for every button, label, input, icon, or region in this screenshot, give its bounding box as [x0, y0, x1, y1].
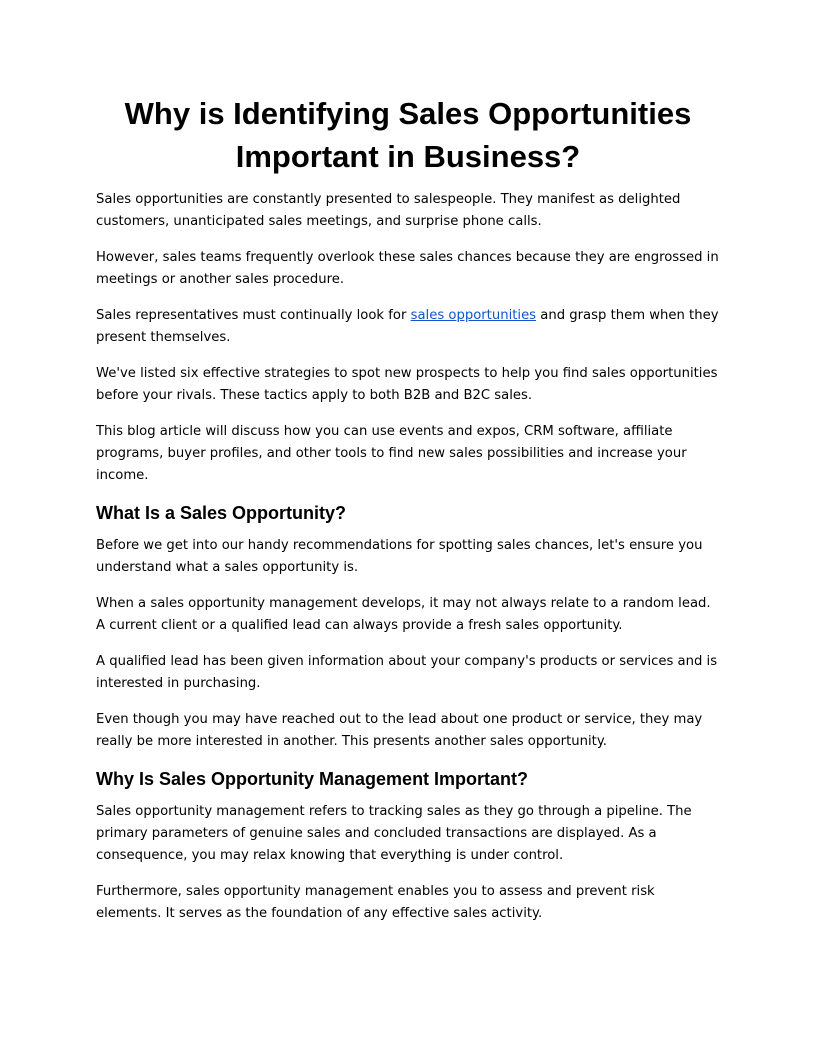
intro-paragraph-1: Sales opportunities are constantly presented to salespeople. They manifest as delighted customers, unanticipated sales meetings, and surprise phone calls.: [96, 192, 681, 229]
section1-paragraph-3: A qualified lead has been given information about your company's products or services and is interested in purchasing.: [96, 654, 718, 691]
intro-paragraph-2: However, sales teams frequently overlook these sales chances because they are engrossed in meetings or another sales procedure.: [96, 250, 719, 287]
intro-paragraph-3: [96, 305, 720, 349]
section-heading-why-sales-opportunity-management: Why Is Sales Opportunity Management Important?: [96, 769, 529, 789]
intro-paragraph-4: We've listed six effective strategies to spot new prospects to help you find sales opportunities before your rivals. These tactics apply to both B2B and B2C sales.: [96, 366, 718, 403]
intro-paragraph-3-text-after: and grasp them when they present themselves.: [96, 308, 719, 345]
intro-paragraph-3-text-before: Sales representatives must continually look for: [96, 308, 411, 323]
section1-paragraph-4: Even though you may have reached out to the lead about one product or service, they may really be more interested in another. This presents another sales opportunity.: [96, 712, 703, 749]
section1-paragraph-2: When a sales opportunity management develops, it may not always relate to a random lead. A current client or a qualified lead can always provide a fresh sales opportunity.: [96, 596, 711, 633]
sales-opportunities-link[interactable]: sales opportunities: [410, 308, 537, 323]
section2-paragraph-2: Furthermore, sales opportunity management enables you to assess and prevent risk elements. It serves as the foundation of any effective sales activity.: [96, 884, 655, 921]
section2-paragraph-1: Sales opportunity management refers to tracking sales as they go through a pipeline. The primary parameters of genuine sales and concluded transactions are displayed. As a consequence, you may relax knowing that everything is under control.: [96, 804, 692, 863]
document-title: [96, 92, 720, 178]
intro-paragraph-5: This blog article will discuss how you can use events and expos, CRM software, affiliate programs, buyer profiles, and other tools to find new sales possibilities and increase your income.: [96, 424, 687, 483]
section1-paragraph-1: Before we get into our handy recommendations for spotting sales chances, let's ensure you understand what a sales opportunity is.: [96, 538, 703, 575]
section-heading-what-is-sales-opportunity: What Is a Sales Opportunity?: [96, 503, 347, 523]
document-page: [96, 92, 720, 939]
document-title-line-1: Why is Identifying Sales Opportunities: [124, 96, 692, 131]
document-title-line-2: Important in Business?: [235, 139, 581, 174]
